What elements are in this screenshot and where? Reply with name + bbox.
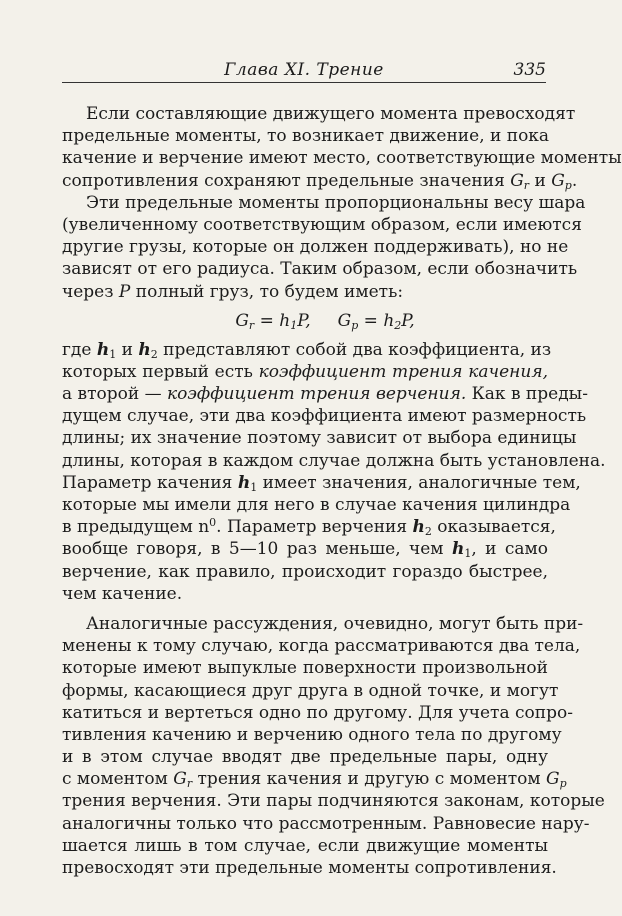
text-line: в предыдущем $n^0$. Параметр верчения $h_2$ оказывается, — [62, 516, 556, 539]
text-line: и в этом случае вводят две предельные пары, одну — [62, 747, 548, 768]
text-line: длины, которая в каждом случае должна быть установлена. — [62, 450, 606, 471]
text-line: а второй — коэффициент трения верчения. Как в преды- — [62, 384, 588, 405]
text-line: длины; их значение поэтому зависит от выбора единицы — [62, 428, 577, 449]
text-line: которые мы имели для него в случае качения цилиндра — [62, 495, 571, 515]
text-line: Эти предельные моменты пропорциональны весу шара — [86, 192, 586, 213]
text-line: с моментом $G_r$ трения качения и другую с моментом $G_p$ — [62, 769, 567, 791]
text-line: которые имеют выпуклые поверхности произвольной — [62, 658, 548, 679]
text-line: чем качение. — [62, 583, 183, 604]
text-line: качение и верчение имеют место, соответствующие моменты — [62, 148, 622, 169]
text-line: (увеличенному соответствующим образом, если имеются — [62, 214, 582, 235]
text-line: дущем случае, эти два коэффициента имеют размерность — [62, 406, 587, 427]
text-line: которых первый есть коэффициент трения качения, — [62, 361, 548, 382]
text-line: другие грузы, которые он должен поддерживать), но не — [62, 237, 569, 258]
page-number: 335 — [513, 60, 546, 80]
header-rule — [62, 82, 546, 83]
text-line: трения верчения. Эти пары подчиняются законам, которые — [62, 791, 605, 812]
text-line: зависят от его радиуса. Таким образом, если обозначить — [62, 259, 578, 280]
formula: $G_r = h_1P$, $G_p = h_2P$, — [235, 310, 415, 332]
text-line: аналогичны только что рассмотренным. Равновесие нару- — [62, 813, 590, 834]
text-line: где $h_1$ и $h_2$ представляют собой два коэффициента, из — [62, 339, 552, 361]
text-line: сопротивления сохраняют предельные значения $G_r$ и $G_p$. — [62, 170, 578, 192]
text-line: через P полный груз, то будем иметь: — [62, 281, 404, 302]
body-text — [62, 103, 622, 879]
running-title: Глава XI. Трение — [224, 60, 384, 80]
text-line: Если составляющие движущего момента превосходят — [86, 104, 576, 124]
text-line: Аналогичные рассуждения, очевидно, могут быть при- — [86, 613, 584, 634]
text-line: формы, касающиеся друг друга в одной точке, и могут — [62, 680, 559, 701]
text-line: катиться и вертеться одно по другому. Для учета сопро- — [62, 702, 573, 723]
text-line: шается лишь в том случае, если движущие моменты — [62, 835, 548, 856]
text-line: менены к тому случаю, когда рассматриваются два тела, — [62, 636, 581, 657]
page-header — [62, 58, 546, 84]
text-line: тивления качению и верчению одного тела по другому — [62, 724, 562, 745]
text-line: верчение, как правило, происходит гораздо быстрее, — [62, 561, 548, 582]
text-line: Параметр качения $h_1$ имеет значения, аналогичные тем, — [62, 472, 581, 494]
text-line: предельные моменты, то возникает движение, и пока — [62, 126, 550, 147]
text-line: вообще говоря, в 5—10 раз меньше, чем $h_1$, и само — [62, 539, 548, 561]
text-line: превосходят эти предельные моменты сопротивления. — [62, 858, 557, 878]
